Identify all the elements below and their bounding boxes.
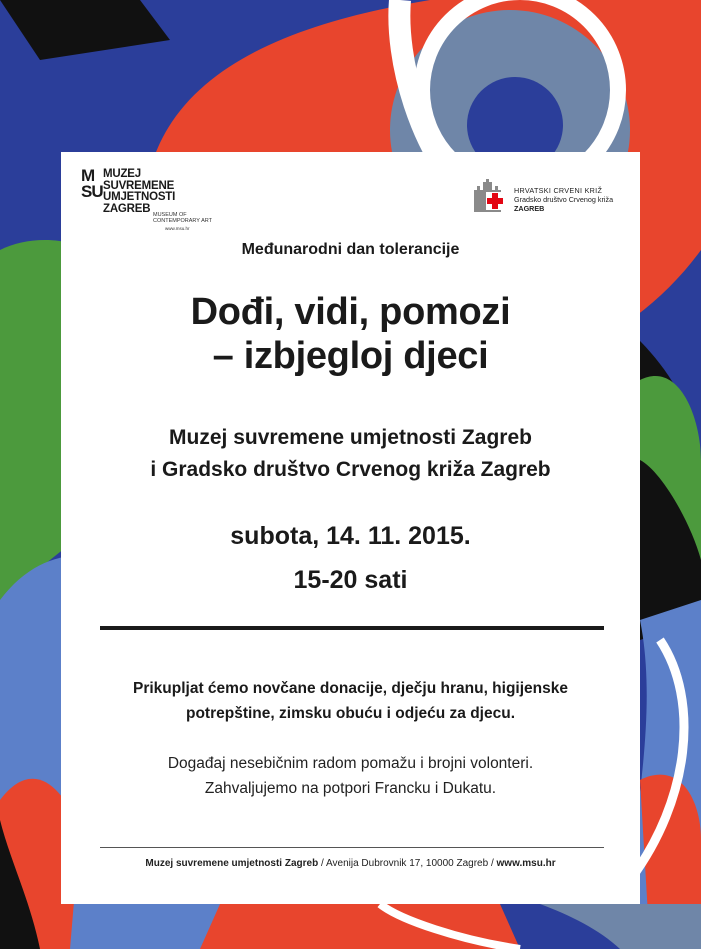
organizers: Muzej suvremene umjetnosti Zagreb i Gradsko društvo Crvenog križa Zagreb — [150, 426, 551, 481]
red-cross-logo-text: HRVATSKI CRVENI KRIŽ Gradsko društvo Crvenog križa ZAGREB — [514, 186, 614, 213]
red-cross-logo — [472, 178, 622, 220]
msu-logo-mark: M SU — [81, 166, 103, 201]
msu-logo-wordmark: MUZEJ SUVREMENE UMJETNOSTI ZAGREB — [103, 168, 176, 215]
donation-text: Prikupljat ćemo novčane donacije, dječju hranu, higijenske potrepštine, zimsku obuću i odjeću za djecu. — [133, 680, 568, 722]
thanks-text: Događaj nesebičnim radom pomažu i brojni volonteri. Zahvaljujemo na potpori Francku i Dukatu. — [167, 755, 534, 797]
msu-logo-url: www.msu.hr — [165, 226, 190, 231]
event-time: 15-20 sati — [293, 566, 408, 594]
footer-address: Avenija Dubrovnik 17, 10000 Zagreb — [326, 858, 489, 869]
event-date: subota, 14. 11. 2015. — [230, 522, 471, 550]
footer-website: www.msu.hr — [496, 858, 556, 869]
msu-logo — [81, 166, 212, 231]
divider-thin — [100, 847, 604, 848]
event-date-time — [61, 514, 640, 602]
red-cross-castle-icon — [472, 178, 508, 214]
msu-logo-subtitle: MUSEUM OF CONTEMPORARY ART — [153, 212, 212, 224]
poster-card — [61, 152, 640, 904]
footer: Muzej suvremene umjetnosti Zagreb / Avenija Dubrovnik 17, 10000 Zagreb / www.msu.hr — [145, 858, 556, 869]
footer-museum: Muzej suvremene umjetnosti Zagreb — [145, 858, 319, 869]
event-kicker: Međunarodni dan tolerancije — [241, 241, 460, 258]
divider-thick — [100, 626, 604, 630]
poster-title: Dođi, vidi, pomozi – izbjegloj djeci — [190, 291, 511, 377]
